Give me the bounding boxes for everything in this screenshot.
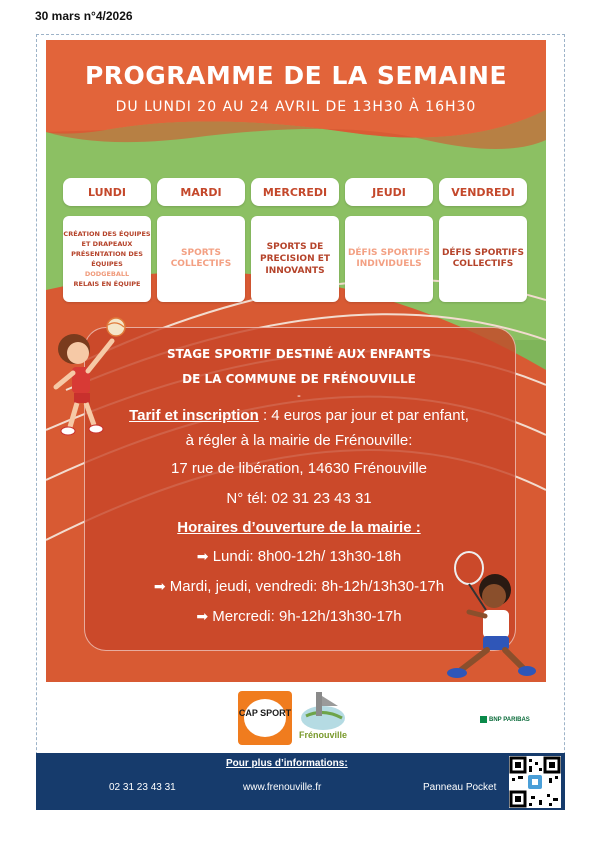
frenouville-logo	[298, 688, 348, 746]
frenouville-logo-text: Frénouville	[298, 730, 347, 740]
day-activity-lundi	[63, 216, 151, 302]
activity-line: PRECISION ET	[259, 254, 331, 264]
activity-line: INDIVIDUELS	[356, 259, 422, 269]
day-header-lundi: LUNDI	[63, 178, 151, 206]
address: 17 rue de libération, 14630 Frénouville	[170, 460, 427, 477]
footer-phone[interactable]: 02 31 23 43 31	[109, 782, 176, 793]
phone-line: N° tél: 02 31 23 43 31	[226, 490, 372, 507]
day-header-jeudi: JEUDI	[345, 178, 433, 206]
capsport-logo-text: CAP SPORT	[238, 708, 292, 718]
activity-line: INNOVANTS	[265, 266, 325, 276]
activity-line: DODGEBALL	[84, 270, 130, 278]
activity-line: CRÉATION DES ÉQUIPES	[63, 230, 151, 238]
stage-line-2: DE LA COMMUNE DE FRÉNOUVILLE	[182, 372, 416, 386]
hours-text: Mardi, jeudi, vendredi: 8h-12h/13h30-17h	[169, 578, 445, 595]
activity-line: SPORTS	[181, 248, 221, 258]
tarif-label: Tarif et inscription	[129, 407, 259, 424]
footer-title: Pour plus d’informations:	[226, 758, 348, 769]
activity-line: COLLECTIFS	[170, 259, 232, 269]
document-date: 30 mars n°4/2026	[35, 9, 133, 23]
frenouville-emblem	[298, 688, 348, 732]
separator: -	[297, 390, 301, 402]
day-header-mardi: MARDI	[157, 178, 245, 206]
poster-subtitle: DU LUNDI 20 AU 24 AVRIL DE 13H30 À 16H30	[115, 99, 477, 115]
volleyball-girl-illustration	[46, 315, 136, 445]
activity-line: ET DRAPEAUX	[81, 240, 133, 248]
day-header-vendredi: VENDREDI	[439, 178, 527, 206]
arrow-right-icon: ➡	[196, 548, 209, 564]
qr-code[interactable]	[509, 756, 561, 808]
tarif-text: : 4 euros par jour et par enfant,	[258, 407, 469, 424]
activity-line: COLLECTIFS	[452, 259, 514, 269]
tarif-line-2: à régler à la mairie de Frénouville:	[185, 432, 413, 449]
day-activity-mercredi	[251, 216, 339, 302]
poster-title: PROGRAMME DE LA SEMAINE	[84, 61, 508, 90]
bnp-star-icon	[480, 716, 487, 723]
day-header-mercredi: MERCREDI	[251, 178, 339, 206]
capsport-logo	[238, 691, 292, 745]
day-activity-jeudi	[345, 216, 433, 302]
activity-line: DÉFIS SPORTIFS	[441, 248, 525, 258]
activity-line: PRÉSENTATION DES	[71, 250, 143, 258]
hours-title: Horaires d’ouverture de la mairie :	[177, 519, 421, 536]
arrow-right-icon: ➡	[153, 578, 166, 594]
activity-line: SPORTS DE	[266, 242, 324, 252]
hours-text: Lundi: 8h00-12h/ 13h30-18h	[212, 548, 402, 565]
footer-website-link[interactable]: www.frenouville.fr	[243, 782, 322, 793]
activity-line: DÉFIS SPORTIFS	[347, 248, 431, 258]
bnp-logo-text: BNP PARIBAS	[489, 716, 530, 723]
day-activity-mardi	[157, 216, 245, 302]
qr-code-pattern	[509, 756, 561, 808]
event-poster	[46, 40, 546, 682]
activity-line: RELAIS EN ÉQUIPE	[73, 280, 141, 288]
activity-line: ÉQUIPES	[91, 260, 123, 268]
stage-line-1: STAGE SPORTIF DESTINÉ AUX ENFANTS	[167, 347, 431, 361]
hours-text: Mercredi: 9h-12h/13h30-17h	[212, 608, 402, 625]
arrow-right-icon: ➡	[196, 608, 209, 624]
bnp-logo	[480, 716, 530, 723]
badminton-boy-illustration	[431, 550, 541, 680]
footer-panneau-pocket: Panneau Pocket	[423, 782, 497, 793]
tarif-line	[84, 407, 514, 424]
footer-banner	[36, 753, 565, 810]
day-activity-vendredi	[439, 216, 527, 302]
